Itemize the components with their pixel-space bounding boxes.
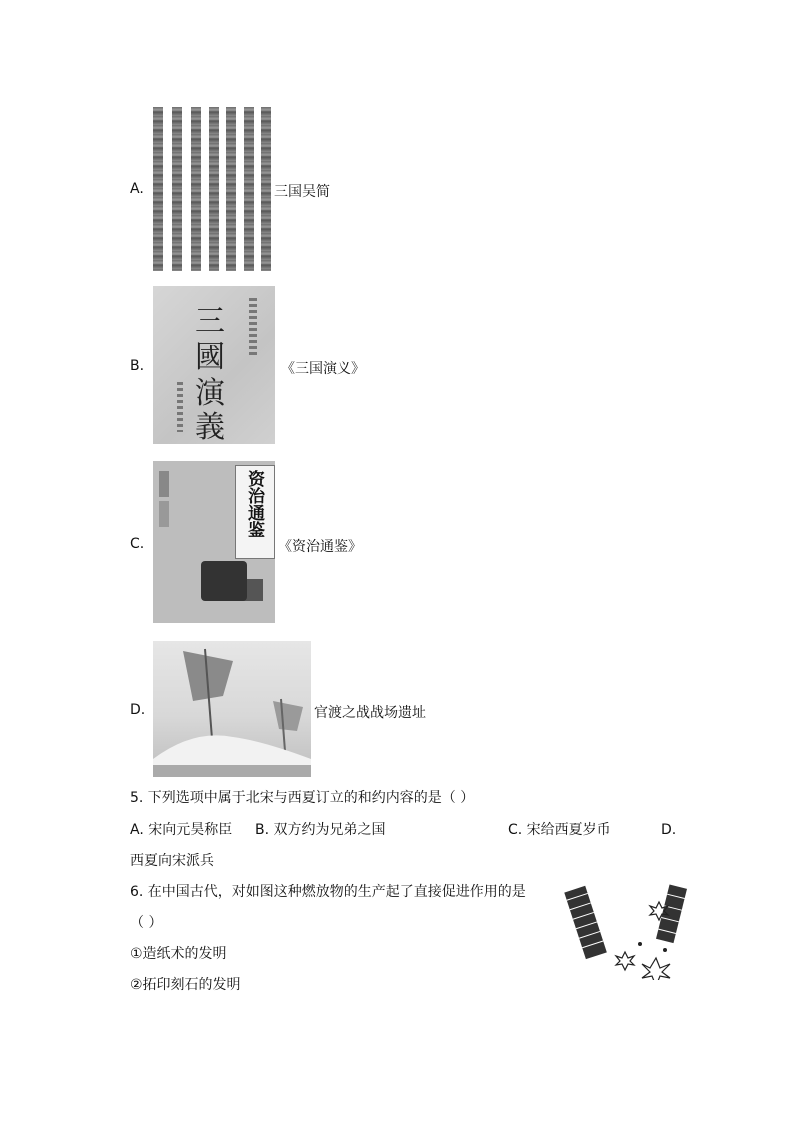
q6-stem: 6. 在中国古代，对如图这种燃放物的生产起了直接促进作用的是 [130, 884, 526, 900]
cover-b-title-char: 義 [195, 410, 225, 444]
q5-option-c: C. 宋给西夏岁币 [508, 822, 611, 838]
q5-option-d-text: 西夏向宋派兵 [130, 853, 214, 869]
option-b-letter: B. [130, 358, 145, 374]
cover-c-title: 资治通鉴 [244, 470, 264, 538]
cover-b-title-char: 演 [195, 376, 225, 411]
bamboo-slips-image [153, 107, 271, 271]
option-a-caption: 三国吴简 [274, 184, 330, 200]
firecrackers-image [560, 880, 700, 980]
cover-b-title-char: 三 [195, 304, 225, 339]
q5-option-a: A. 宋向元昊称臣 [130, 822, 233, 838]
sanguo-yanyi-cover-image [153, 286, 275, 444]
q5-option-d: D. [661, 822, 677, 838]
option-a-letter: A. [130, 181, 144, 197]
cover-b-title-char: 國 [195, 340, 225, 375]
option-d-caption: 官渡之战战场遗址 [314, 705, 426, 721]
q6-paren: （ ） [130, 915, 163, 931]
q6-item-2: ②拓印刻石的发明 [130, 977, 241, 993]
zizhi-tongjian-cover-image [153, 461, 275, 623]
option-b-caption: 《三国演义》 [281, 361, 365, 377]
q5-option-b: B. 双方约为兄弟之国 [255, 822, 386, 838]
q6-item-1: ①造纸术的发明 [130, 946, 227, 962]
q5-stem: 5. 下列选项中属于北宋与西夏订立的和约内容的是（ ） [130, 790, 475, 806]
option-c-letter: C. [130, 536, 145, 552]
option-c-caption: 《资治通鉴》 [278, 539, 362, 555]
option-d-letter: D. [130, 702, 146, 718]
guandu-battlefield-photo [153, 641, 311, 777]
